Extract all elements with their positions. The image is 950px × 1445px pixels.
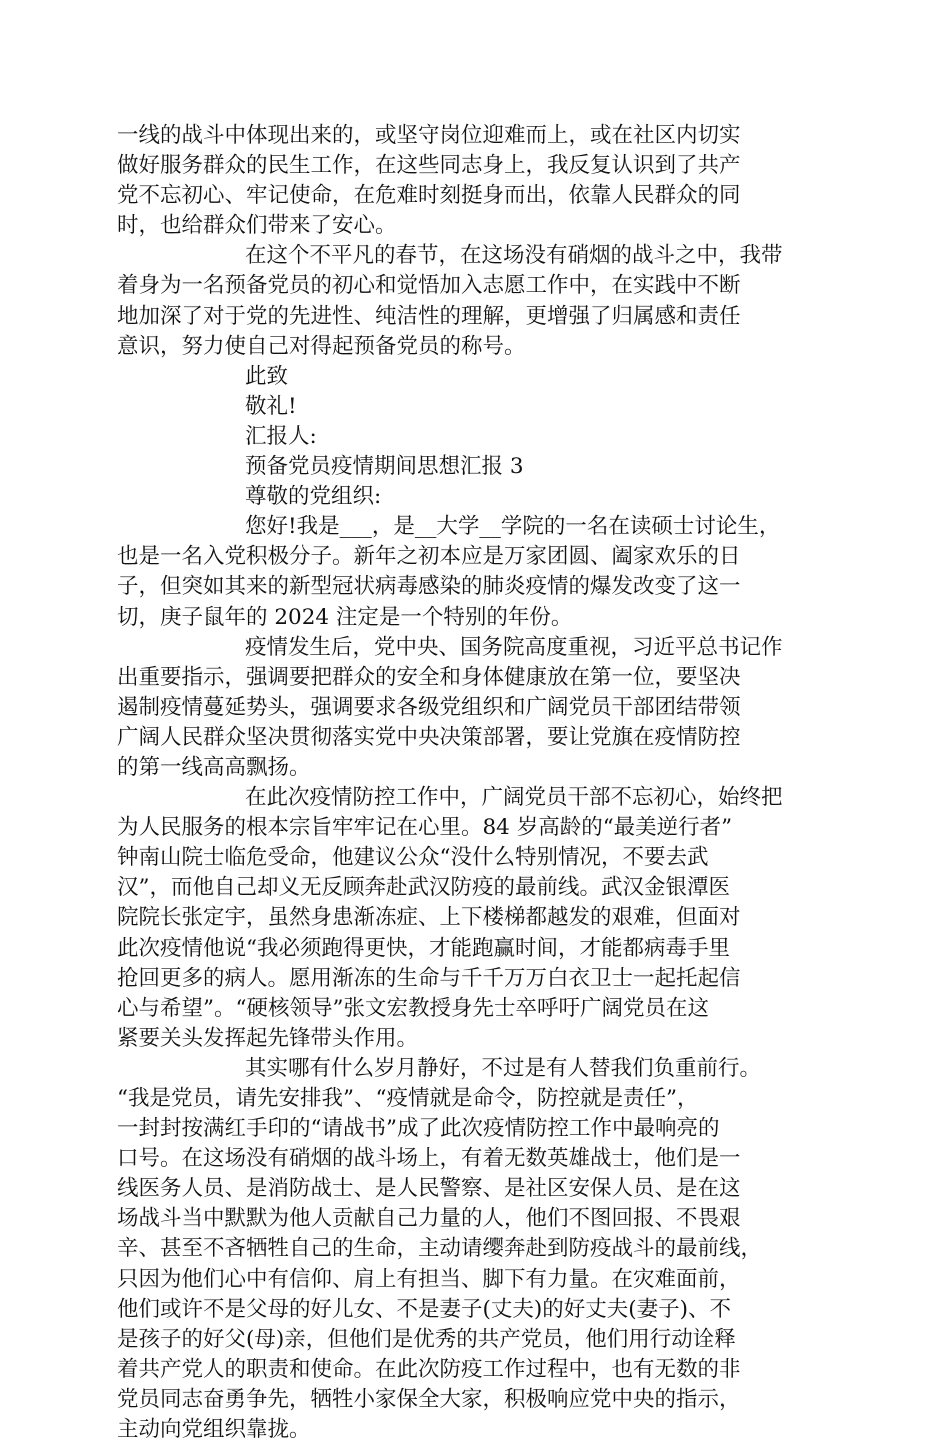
closing-respect: 敬礼!: [245, 393, 297, 419]
paragraph-heroes: 其实哪有什么岁月静好，不过是有人替我们负重前行。 “我是党员，请先安排我”、“疫情就是命令，防控就是责任”， 一封封按满红手印的“请战书”成了此次疫情防控工作中最响亮的 口号。在这场没有硝烟的战斗场上，有着无数英雄战士，他们是一 线医务人员、是消防战士、是人民警察、是社区安保人员、是在这 场战斗当中默默为他人贡献自己力量的人，他们不图回报、不畏艰 辛、甚至不吝牺牲自己的生命，主动请缨奔赴到防疫战斗的最前线， 只因为他们心中有信仰、肩上有担当、脚下有力量。在灾难面前， 他们或许不是父母的好儿女、不是妻子(丈夫)的好丈夫(妻子)、不 是孩子的好父(母)亲，但他们是优秀的共产党员，他们用行动诠释 着共产党人的职责和使命。在此次防疫工作过程中，也有无数的非 党员同志奋勇争先，牺牲小家保全大家，积极响应党中央的指示， 主动向党组织靠拢。: [117, 1055, 763, 1443]
report-title: 预备党员疫情期间思想汇报 3: [245, 454, 524, 480]
paragraph-introduction: 您好!我是___，是__大学__学院的一名在读硕士讨论生， 也是一名入党积极分子。新年之初本应是万家团圆、阖家欢乐的日 子，但突如其来的新型冠状病毒感染的肺炎疫情的爆发改变了这一 切，庚子鼠年的 2024 注定是一个特别的年份。: [117, 514, 781, 630]
reporter-label: 汇报人:: [245, 423, 317, 449]
closing-salutation: 此致: [245, 363, 289, 389]
paragraph-exemplars: 在此次疫情防控工作中，广阔党员干部不忘初心，始终把 为人民服务的根本宗旨牢牢记在心里。84 岁高龄的“最美逆行者” 钟南山院士临危受命，他建议公众“没什么特别情况，不要去武 汉”，而他自己却义无反顾奔赴武汉防疫的最前线。武汉金银潭医 院院长张定宇，虽然身患渐冻症、上下楼梯都越发的艰难，但面对 此次疫情他说“我必须跑得更快，才能跑赢时间，才能都病毒手里 抢回更多的病人。愿用渐冻的生命与千千万万白衣卫士一起托起信 心与希望”。“硬核领导”张文宏教授身先士卒呼吁广阔党员在这 紧要关头发挥起先锋带头作用。: [117, 785, 783, 1051]
paragraph-central-directive: 疫情发生后，党中央、国务院高度重视，习近平总书记作 出重要指示，强调要把群众的安全和身体健康放在第一位，要坚决 遏制疫情蔓延势头，强调要求各级党组织和广阔党员干部团结带领 广阔人民群众坚决贯彻落实党中央决策部署，要让党旗在疫情防控 的第一线高高飘扬。: [117, 634, 783, 780]
greeting-heading: 尊敬的党组织:: [245, 484, 382, 510]
document-body: [117, 121, 833, 1445]
paragraph-continuation: 一线的战斗中体现出来的，或坚守岗位迎难而上，或在社区内切实 做好服务群众的民生工作，在这些同志身上，我反复认识到了共产 党不忘初心、牢记使命，在危难时刻挺身而出，依靠人民群众的同 时，也给群众们带来了安心。: [117, 123, 741, 239]
paragraph-volunteer: 在这个不平凡的春节，在这场没有硝烟的战斗之中，我带 着身为一名预备党员的初心和觉悟加入志愿工作中，在实践中不断 地加深了对于党的先进性、纯洁性的理解，更增强了归属感和责任 意识，努力使自己对得起预备党员的称号。: [117, 243, 783, 359]
